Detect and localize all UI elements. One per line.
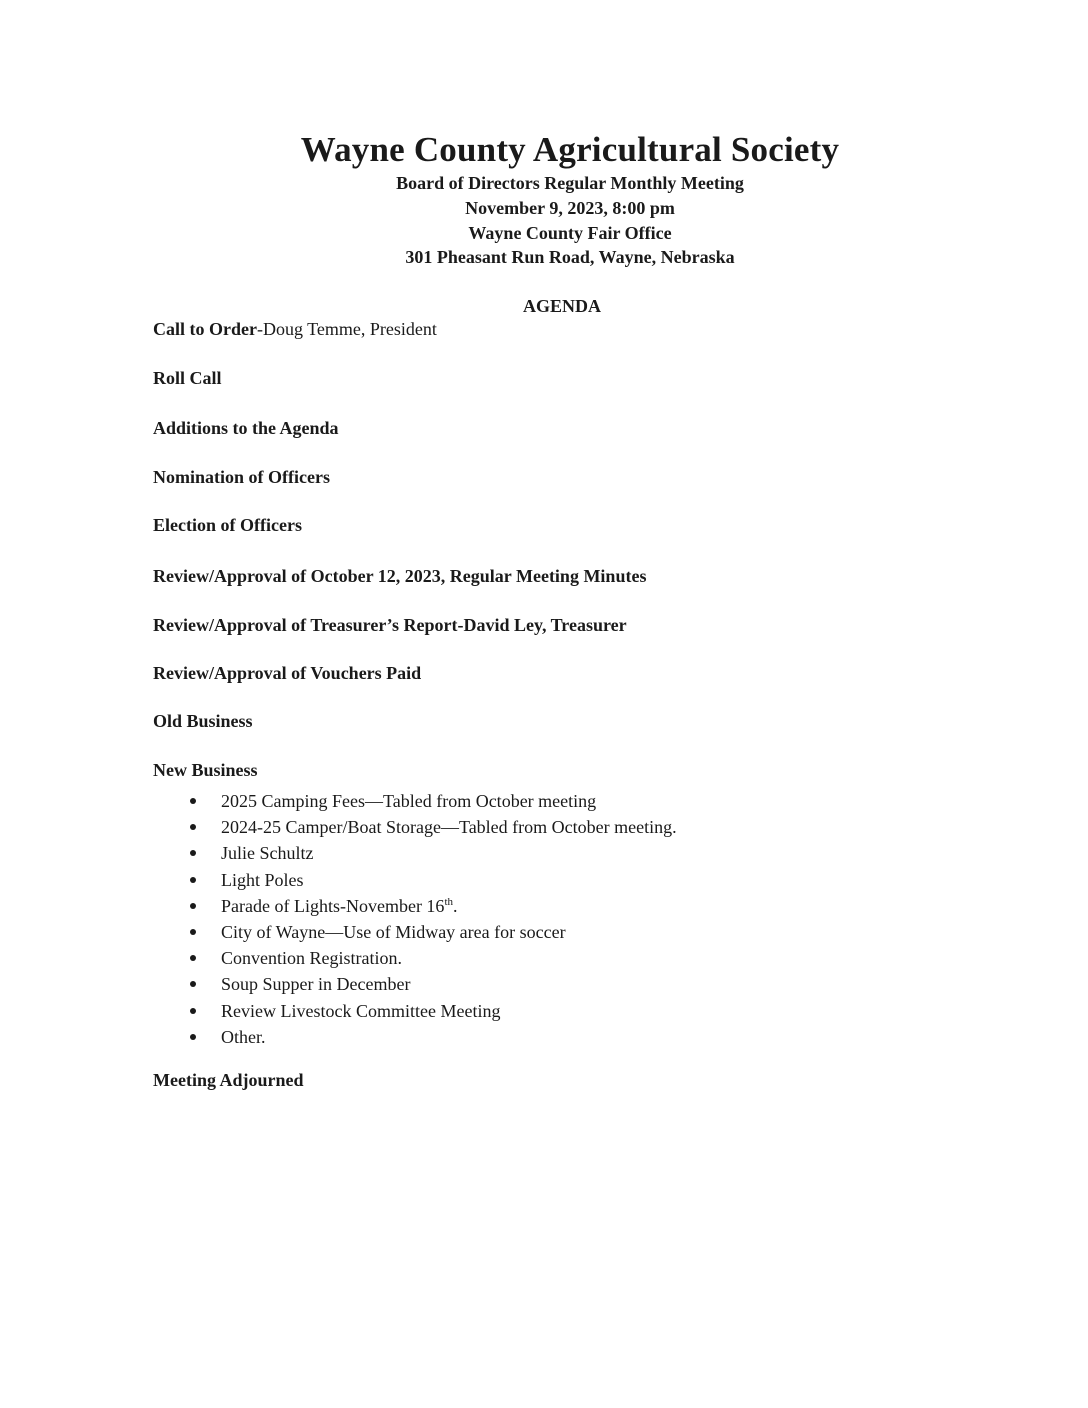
list-item: 2025 Camping Fees—Tabled from October meeting [190,788,677,814]
bullet-icon [190,981,196,987]
agenda-item-nomination: Nomination of Officers [153,467,330,487]
agenda-item-roll-call: Roll Call [153,368,222,388]
agenda-item-new-business: New Business [153,760,258,780]
list-item: 2024-25 Camper/Boat Storage—Tabled from October meeting. [190,814,677,840]
bullet-icon [190,877,196,883]
bullet-icon [190,1034,196,1040]
agenda-item-additions: Additions to the Agenda [153,418,339,438]
list-item: Review Livestock Committee Meeting [190,998,677,1024]
new-business-list [190,788,677,1050]
bullet-icon [190,798,196,804]
list-item: Parade of Lights-November 16th. [190,893,677,919]
meeting-address: 301 Pheasant Run Road, Wayne, Nebraska [405,247,735,267]
list-item: City of Wayne—Use of Midway area for soccer [190,919,677,945]
item-punctuation: . [453,895,458,916]
list-item: Soup Supper in December [190,971,677,997]
bullet-icon [190,903,196,909]
organization-title: Wayne County Agricultural Society [300,130,840,169]
agenda-item-treasurer: Review/Approval of Treasurer’s Report-David Ley, Treasurer [153,615,627,635]
ordinal-suffix: th [444,895,453,908]
list-item: Julie Schultz [190,840,677,866]
agenda-item-minutes: Review/Approval of October 12, 2023, Regular Meeting Minutes [153,566,647,586]
bullet-icon [190,1008,196,1014]
call-to-order-label: Call to Order [153,319,257,339]
call-to-order-detail: -Doug Temme, President [256,319,437,339]
agenda-item-election: Election of Officers [153,515,302,535]
bullet-icon [190,929,196,935]
meeting-type: Board of Directors Regular Monthly Meeting [396,173,744,193]
agenda-item-adjourned: Meeting Adjourned [153,1070,304,1090]
agenda-item-old-business: Old Business [153,711,253,731]
meeting-datetime: November 9, 2023, 8:00 pm [465,198,675,218]
list-item: Convention Registration. [190,945,677,971]
meeting-location: Wayne County Fair Office [468,223,672,243]
list-item: Light Poles [190,867,677,893]
bullet-icon [190,850,196,856]
bullet-icon [190,955,196,961]
bullet-icon [190,824,196,830]
list-item: Other. [190,1024,677,1050]
agenda-heading: AGENDA [522,296,601,316]
agenda-item-call-to-order [153,319,437,340]
agenda-item-vouchers: Review/Approval of Vouchers Paid [153,663,422,683]
